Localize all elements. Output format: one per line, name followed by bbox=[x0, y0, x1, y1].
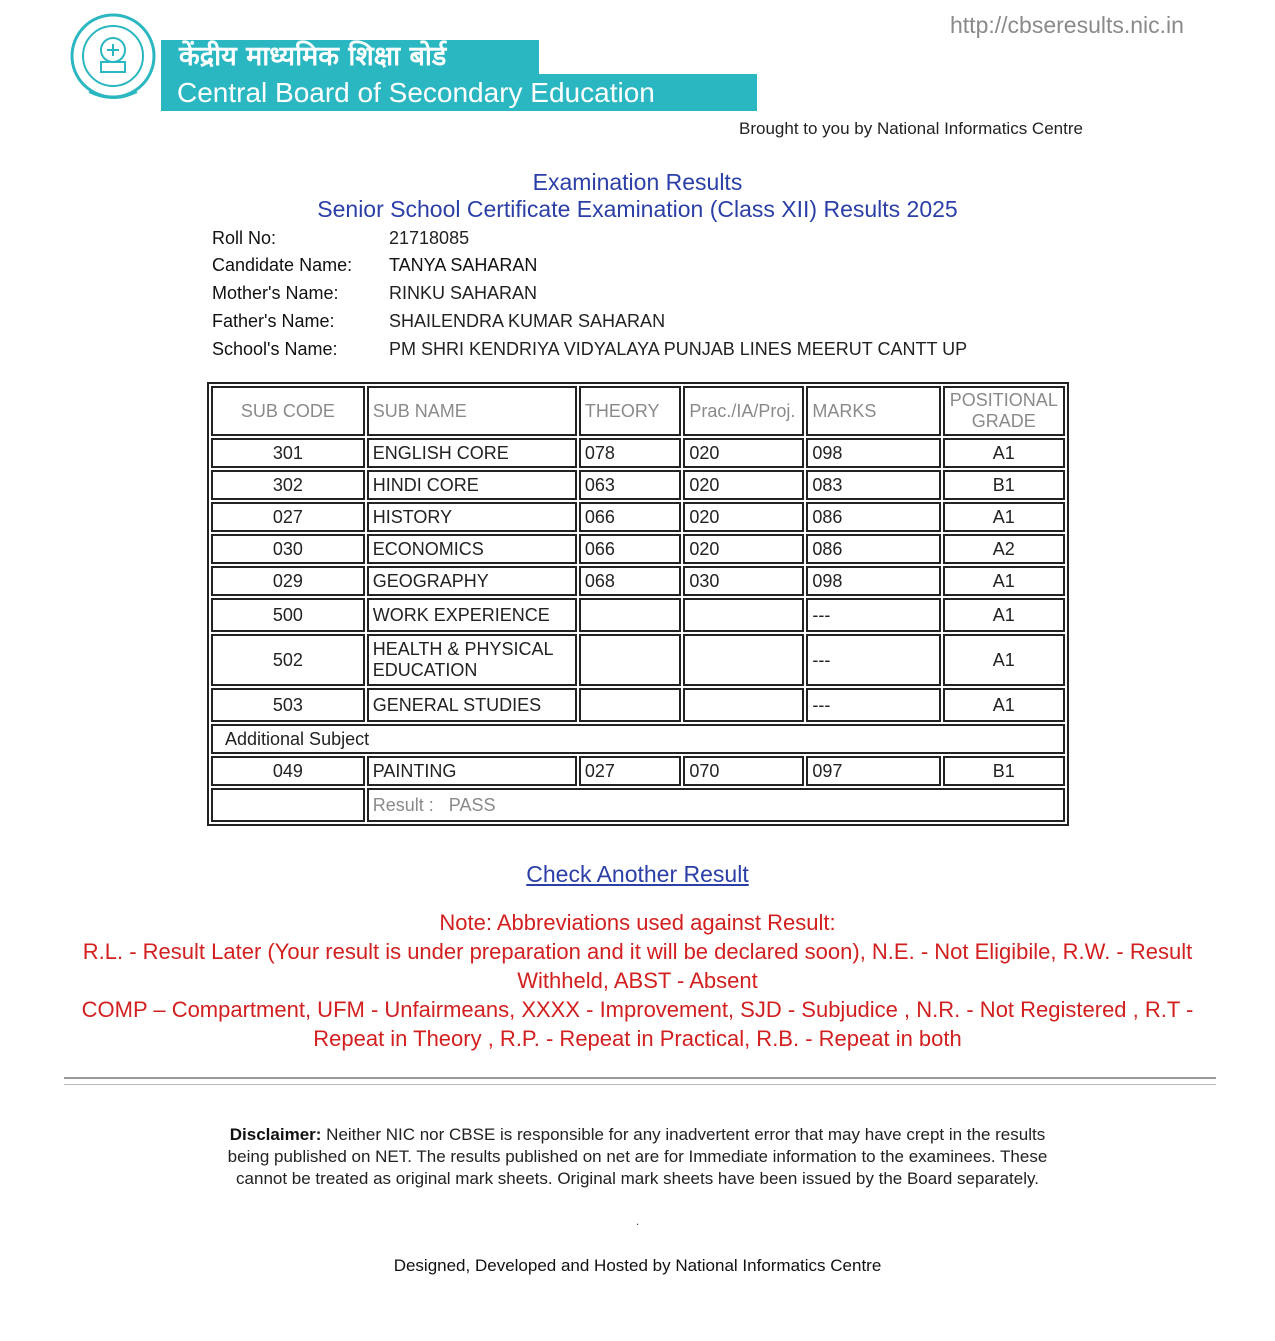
table-row bbox=[211, 688, 1065, 722]
exam-title: Senior School Certificate Examination (Class XII) Results 2025 bbox=[317, 196, 958, 222]
note-heading: Note: Abbreviations used against Result: bbox=[439, 910, 836, 935]
additional-subject-label: Additional Subject bbox=[211, 724, 1065, 754]
table-cell: GENERAL STUDIES bbox=[367, 688, 577, 722]
result-row bbox=[211, 788, 1065, 822]
table-row bbox=[211, 502, 1065, 532]
table-cell: 068 bbox=[579, 566, 682, 596]
check-another-result-link[interactable]: Check Another Result bbox=[526, 861, 749, 887]
candidate-name-label: Candidate Name: bbox=[212, 255, 353, 275]
table-cell: 070 bbox=[683, 756, 804, 786]
abbreviations-note bbox=[60, 908, 1215, 1053]
table-cell: 301 bbox=[211, 438, 365, 468]
table-cell: 502 bbox=[211, 634, 365, 686]
table-cell: 083 bbox=[806, 470, 940, 500]
table-cell: ECONOMICS bbox=[367, 534, 577, 564]
cbse-emblem-icon bbox=[69, 12, 157, 104]
table-cell: 020 bbox=[683, 534, 804, 564]
banner-english: Central Board of Secondary Education bbox=[161, 74, 757, 111]
table-cell: A1 bbox=[943, 634, 1065, 686]
table-row bbox=[211, 438, 1065, 468]
father-name-label: Father's Name: bbox=[212, 311, 335, 331]
school-name-value: PM SHRI KENDRIYA VIDYALAYA PUNJAB LINES MEERUT CANTT UP bbox=[389, 339, 968, 359]
table-cell: A1 bbox=[943, 438, 1065, 468]
header-cell: Prac./IA/Proj. bbox=[683, 386, 804, 436]
table-cell: 066 bbox=[579, 502, 682, 532]
table-row bbox=[211, 756, 1065, 786]
table-cell: 097 bbox=[806, 756, 940, 786]
disclaimer-text: Neither NIC nor CBSE is responsible for any inadvertent error that may have crept in the results being published on NET. The results published on net are for Immediate information to the examinees. These cannot be treated as original mark sheets. Original mark sheets have been issued by the Board separately. bbox=[227, 1125, 1048, 1188]
divider bbox=[64, 1077, 1216, 1079]
table-header bbox=[211, 386, 1065, 436]
table-cell: ENGLISH CORE bbox=[367, 438, 577, 468]
table-cell: 020 bbox=[683, 438, 804, 468]
table-cell: 049 bbox=[211, 756, 365, 786]
table-cell: A1 bbox=[943, 598, 1065, 632]
table-cell: 066 bbox=[579, 534, 682, 564]
disclaimer-label: Disclaimer: bbox=[229, 1125, 322, 1144]
table-cell: 020 bbox=[683, 502, 804, 532]
table-cell: --- bbox=[806, 634, 940, 686]
table-cell: 078 bbox=[579, 438, 682, 468]
table-cell: WORK EXPERIENCE bbox=[367, 598, 577, 632]
table-cell: 098 bbox=[806, 438, 940, 468]
disclaimer bbox=[215, 1124, 1060, 1190]
school-name-label: School's Name: bbox=[212, 339, 338, 359]
brought-by-text: Brought to you by National Informatics Centre bbox=[739, 119, 1083, 138]
table-cell bbox=[579, 688, 682, 722]
note-line-1: R.L. - Result Later (Your result is under preparation and it will be declared soon), N.E. - Not Eligibile, R.W. - Result Withheld, ABST - Absent bbox=[82, 939, 1193, 993]
table-row bbox=[211, 598, 1065, 632]
table-cell bbox=[683, 634, 804, 686]
table-cell: 503 bbox=[211, 688, 365, 722]
table-cell: 030 bbox=[683, 566, 804, 596]
table-cell: GEOGRAPHY bbox=[367, 566, 577, 596]
note-line-2: COMP – Compartment, UFM - Unfairmeans, XXXX - Improvement, SJD - Subjudice , N.R. - Not Registered , R.T - Repeat in Theory , R.P. - Repeat in Practical, R.B. - Repeat in both bbox=[81, 997, 1194, 1051]
table-cell: HEALTH & PHYSICAL EDUCATION bbox=[367, 634, 577, 686]
table-cell: 302 bbox=[211, 470, 365, 500]
table-cell: B1 bbox=[943, 470, 1065, 500]
table-cell: 030 bbox=[211, 534, 365, 564]
marks-table bbox=[207, 382, 1069, 826]
table-cell: 027 bbox=[579, 756, 682, 786]
result-status: Result : PASS bbox=[367, 788, 1065, 822]
table-cell: 500 bbox=[211, 598, 365, 632]
table-cell: A1 bbox=[943, 688, 1065, 722]
header-cell: SUB NAME bbox=[367, 386, 577, 436]
divider bbox=[64, 1084, 1216, 1085]
table-cell: --- bbox=[806, 688, 940, 722]
site-url: http://cbseresults.nic.in bbox=[950, 12, 1184, 38]
mother-name-value: RINKU SAHARAN bbox=[389, 283, 538, 303]
table-cell bbox=[211, 788, 365, 822]
header-cell: MARKS bbox=[806, 386, 940, 436]
table-cell: 063 bbox=[579, 470, 682, 500]
additional-subject-row bbox=[211, 724, 1065, 754]
table-cell: A1 bbox=[943, 502, 1065, 532]
table-cell: 027 bbox=[211, 502, 365, 532]
table-cell: 029 bbox=[211, 566, 365, 596]
table-cell bbox=[683, 688, 804, 722]
header-cell: THEORY bbox=[579, 386, 682, 436]
table-cell bbox=[579, 598, 682, 632]
header-cell: POSITIONAL GRADE bbox=[943, 386, 1065, 436]
table-cell: 086 bbox=[806, 502, 940, 532]
page-title: Examination Results bbox=[532, 169, 743, 195]
father-name-value: SHAILENDRA KUMAR SAHARAN bbox=[389, 311, 666, 331]
roll-label: Roll No: bbox=[212, 228, 277, 248]
roll-value: 21718085 bbox=[389, 228, 470, 248]
table-row bbox=[211, 566, 1065, 596]
mother-name-label: Mother's Name: bbox=[212, 283, 339, 303]
header-cell: SUB CODE bbox=[211, 386, 365, 436]
table-cell bbox=[579, 634, 682, 686]
table-row bbox=[211, 534, 1065, 564]
table-cell bbox=[683, 598, 804, 632]
table-cell: HINDI CORE bbox=[367, 470, 577, 500]
table-row bbox=[211, 634, 1065, 686]
separator-dot: . bbox=[635, 1214, 640, 1228]
table-cell: --- bbox=[806, 598, 940, 632]
table-row bbox=[211, 470, 1065, 500]
banner-hindi: केंद्रीय माध्यमिक शिक्षा बोर्ड bbox=[161, 40, 539, 74]
table-cell: 098 bbox=[806, 566, 940, 596]
table-cell: A1 bbox=[943, 566, 1065, 596]
table-cell: PAINTING bbox=[367, 756, 577, 786]
footer-credit: Designed, Developed and Hosted by National Informatics Centre bbox=[393, 1256, 882, 1275]
table-cell: 020 bbox=[683, 470, 804, 500]
table-cell: B1 bbox=[943, 756, 1065, 786]
candidate-name-value: TANYA SAHARAN bbox=[389, 255, 538, 275]
table-cell: A2 bbox=[943, 534, 1065, 564]
table-cell: HISTORY bbox=[367, 502, 577, 532]
table-cell: 086 bbox=[806, 534, 940, 564]
